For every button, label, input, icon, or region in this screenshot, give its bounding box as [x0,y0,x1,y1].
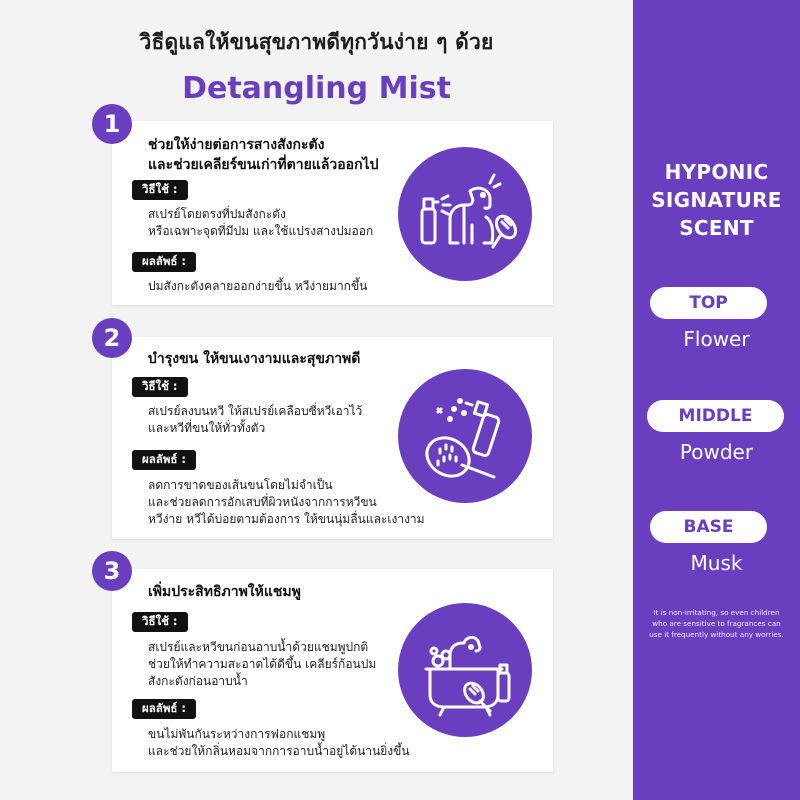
text-line: และช่วยลดการอักเสบที่ผิวหนังจากการหวีขน [148,495,377,509]
text-line: สเปรย์และหวีขนก่อนอาบน้ำด้วยแชมพูปกติ [148,640,369,654]
result-label: ผลลัพธ์ : [132,699,196,719]
page-title: วิธีดูแลให้ขนสุขภาพดีทุกวันง่าย ๆ ด้วย [139,30,494,54]
result-label: ผลลัพธ์ : [132,252,196,272]
text-line: สังกะตังก่อนอาบน้ำ [148,674,248,688]
text-line: สเปรย์โดยตรงที่ปมสังกะตัง [148,207,286,221]
scent-note-label-top: TOP [650,287,767,319]
step-card-2 [103,324,553,539]
step-number-badge: 1 [92,104,132,144]
scent-note-value-middle: Powder [679,440,754,464]
text-line: ลดการขาดของเส้นขนโดยไม่จำเป็น [148,478,333,492]
text-line: ขนไม่พันกันระหว่างการฟอกแชมพู [148,727,326,741]
scent-note-value-top: Flower [683,327,750,351]
step-title-line: ช่วยให้ง่ายต่อการสางสังกะตัง [148,137,325,153]
scent-sidebar [633,0,800,800]
step-illustration [398,147,532,281]
step-title [148,582,408,602]
step-card-3 [103,557,553,772]
sidebar-title [633,158,800,242]
how-to-use-label: วิธีใช้ : [132,612,188,632]
step-illustration [398,603,532,737]
dog-spray-brush-icon [398,147,532,281]
dog-bath-icon [398,603,532,737]
scent-note-label-base: BASE [650,511,767,543]
sidebar-title-line: HYPONIC [664,160,769,184]
step-title-line: บำรุงขน ให้ขนเงางามและสุขภาพดี [148,351,361,367]
step-title [148,349,408,369]
spray-on-brush-icon [398,369,532,503]
result-label: ผลลัพธ์ : [132,450,196,470]
product-name: Detangling Mist [182,71,451,106]
text-line: หรือเฉพาะจุดที่มีปม และใช้แปรงสางปมออก [148,224,374,238]
scent-note-label-middle: MIDDLE [647,400,784,432]
text-line: ปมสังกะตังคลายออกง่ายขึ้น หวีง่ายมากขึ้น [148,279,368,293]
text-line: และหวีที่ขนให้ทั่วทั้งตัว [148,421,266,435]
sidebar-title-line: SIGNATURE [651,188,782,212]
step-title-line: และช่วยเคลียร์ขนเก่าที่ตายแล้วออกไป [148,157,379,173]
step-number-badge: 3 [92,551,132,591]
step-title-line: เพิ่มประสิทธิภาพให้แชมพู [148,584,301,600]
text-line: และช่วยให้กลิ่นหอมจากการอาบน้ำอยู่ได้นานยิ่งขึ้น [148,744,410,758]
how-to-use-label: วิธีใช้ : [132,180,188,200]
text-line: ช่วยให้ทำความสะอาดได้ดีขึ้น เคลียร์ก้อนปม [148,657,377,671]
text-line: สเปรย์ลงบนหวี ให้สเปรย์เคลือบซี่หวีเอาไว้ [148,404,363,418]
text-line: หวีง่าย หวีได้บ่อยตามต้องการ ให้ขนนุ่มลื่นและเงางาม [148,512,425,526]
step-illustration [398,369,532,503]
step-number-badge: 2 [92,318,132,358]
page-header [0,26,633,106]
sidebar-footnote: It is non-irritating, so even children who are sensitive to fragrances can use it frequently without any worries. [649,608,784,639]
step-card-1 [103,110,553,305]
sidebar-title-line: SCENT [679,216,754,240]
scent-note-value-base: Musk [690,551,743,575]
how-to-use-label: วิธีใช้ : [132,377,188,397]
step-title [148,135,408,175]
